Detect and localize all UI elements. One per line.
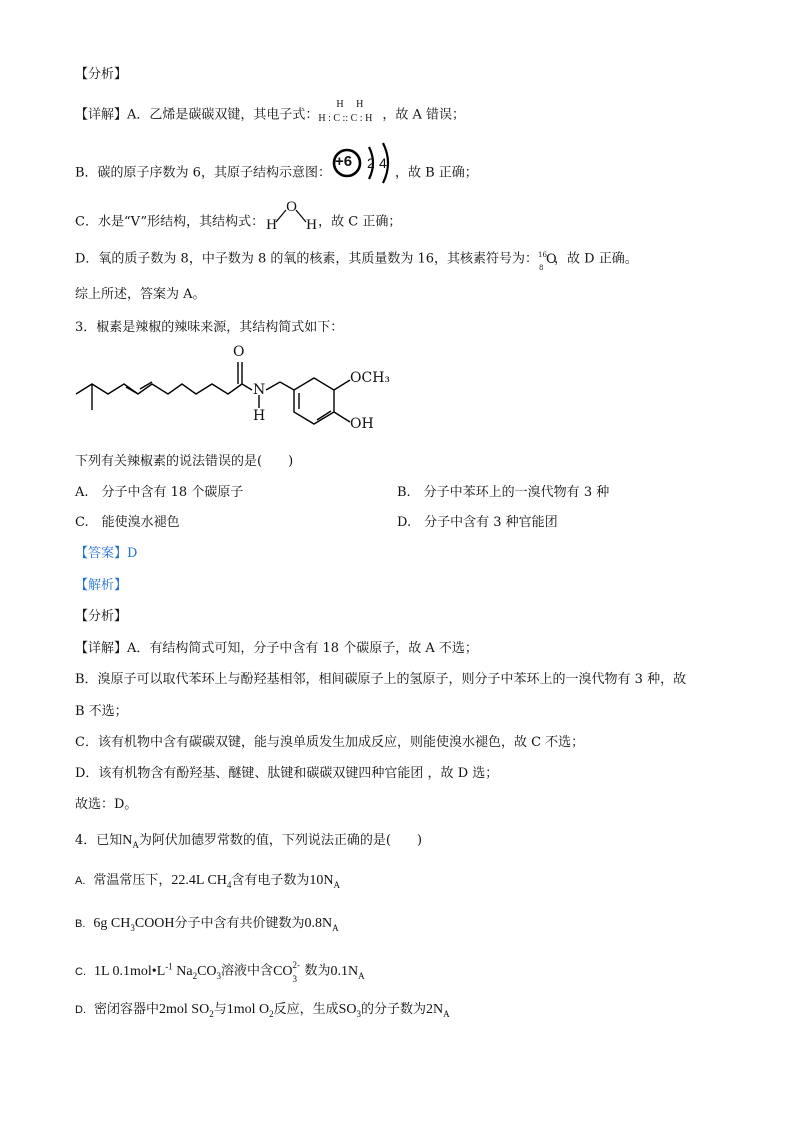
struct-amide-h: H	[253, 408, 266, 424]
option-4c	[75, 957, 365, 984]
option-4d-so3	[339, 1002, 361, 1017]
option-4d-so3-sub: 3	[356, 1008, 362, 1019]
option-4b-ch3: 6g CH	[93, 916, 131, 931]
option-4a-formula1	[171, 873, 231, 888]
option-4b-formula	[93, 916, 174, 931]
option-4c-carbonate-sub: 3	[292, 974, 298, 985]
detail-b-tail: ，故 B 正确；	[394, 165, 478, 181]
carbon-shell-2-label: 4	[378, 155, 387, 171]
option-4c-conc-sup: -1	[165, 961, 173, 971]
question-3-stem: 3．椒素是辣椒的辣味来源，其结构简式如下：	[75, 320, 344, 335]
detail-c-line	[75, 199, 402, 234]
option-4d-so2	[159, 1002, 214, 1017]
option-4d-o2-sub: 2	[269, 1008, 274, 1019]
ethylene-electron-formula	[318, 99, 382, 124]
option-4d-text4: 的分子数为	[361, 1002, 427, 1017]
detail-a-text: 【详解】A．乙烯是碳碳双键，其电子式：	[75, 107, 319, 123]
option-4d-value	[426, 1002, 450, 1017]
option-4d-so2-text: 2mol SO	[159, 1002, 210, 1017]
detail-d-line	[75, 250, 638, 272]
na-letter: N	[122, 833, 133, 848]
option-4a-value-sub: A	[333, 879, 341, 890]
detail-3b-line1: B．溴原子可以取代苯环上与酚羟基相邻，相间碳原子上的氢原子，则分子中苯环上的一溴代物有 3 种，故	[75, 672, 687, 687]
analysis-heading-3: 【分析】	[75, 609, 128, 624]
struct-hydroxyl: OH	[350, 416, 374, 432]
option-4b-value-sub: A	[332, 922, 339, 933]
option-4d-text2: 与	[213, 1002, 227, 1017]
detail-3b-line2: B 不选；	[75, 704, 128, 719]
option-4c-conc	[94, 961, 222, 981]
option-4a-text2: 含有电子数为	[231, 873, 310, 888]
carbon-nucleus-label: +6	[334, 153, 353, 170]
option-4c-na-sub: 2	[192, 970, 198, 981]
option-4d-so3-text: SO	[338, 1002, 357, 1017]
carbon-atom-diagram	[331, 153, 395, 189]
option-4c-value	[331, 964, 365, 979]
detail-a-line	[75, 99, 466, 126]
option-4b	[75, 915, 339, 937]
option-4c-conc-text: 1L 0.1mol•L	[94, 963, 166, 979]
ethylene-formula-text: H : C :: C : H	[318, 113, 373, 124]
option-4d-letter: D.	[75, 1004, 86, 1016]
detail-d-text: D．氧的质子数为 8，中子数为 8 的氧的核素，其质量数为 16，其核素符号为：	[75, 251, 539, 267]
option-4c-text1: 溶液中含	[221, 963, 274, 979]
water-h-right: H	[306, 217, 317, 233]
water-h-left: H	[266, 217, 277, 233]
water-structural-formula	[264, 199, 318, 234]
water-o: O	[286, 199, 297, 215]
option-4a-ch4: 22.4L CH	[171, 873, 227, 888]
option-4c-carbonate	[273, 960, 304, 985]
struct-methoxy: OCH₃	[350, 370, 391, 386]
option-4c-carbonate-co: CO	[273, 963, 293, 979]
option-4d	[75, 1001, 450, 1023]
option-4c-co: CO	[197, 963, 217, 979]
option-4c-co-sub: 3	[216, 970, 222, 981]
option-4d-value-sub: A	[443, 1008, 450, 1019]
option-4d-o2	[227, 1002, 274, 1017]
option-4b-text: 分子中含有共价键数为	[174, 916, 305, 931]
explanation-label: 【解析】	[75, 578, 128, 593]
nuclide-element: O	[546, 252, 557, 267]
option-4c-value-sub: A	[358, 970, 365, 981]
q4-stem-prefix: 4．已知	[75, 833, 123, 848]
carbon-shell-1-label: 2	[366, 155, 375, 171]
option-4d-text3: 反应，生成	[273, 1002, 339, 1017]
option-4a	[75, 872, 340, 894]
option-4d-text1: 密闭容器中	[94, 1002, 160, 1017]
option-4d-value-text: 2N	[426, 1002, 444, 1017]
option-4b-letter: B.	[75, 918, 86, 930]
option-4b-formula2	[305, 916, 339, 931]
detail-3a: 【详解】A．有结构简式可知，分子中含有 18 个碳原子，故 A 不选；	[75, 641, 478, 656]
ethylene-h-top: H H	[336, 99, 369, 110]
option-4a-value: 10N	[309, 873, 334, 888]
detail-c-text: C．水是“V”形结构，其结构式：	[75, 214, 265, 230]
detail-d-tail: ，故 D 正确。	[554, 251, 638, 267]
detail-c-tail: ，故 C 正确；	[318, 214, 402, 230]
detail-b-text: B．碳的原子序数为 6，其原子结构示意图：	[75, 165, 331, 181]
option-4c-carbonate-charge: 2-	[292, 960, 301, 971]
option-3a: A. 分子中含有 18 个碳原子	[75, 485, 244, 500]
detail-a-tail: ，故 A 错误；	[382, 107, 466, 123]
option-4c-text2: 数为	[304, 963, 331, 979]
nuclide-mass-number: 16	[538, 251, 547, 259]
summary-line: 综上所述，答案为 A。	[75, 287, 206, 302]
option-4c-value-text: 0.1N	[330, 963, 359, 979]
option-4b-ch3-sub: 3	[130, 922, 135, 933]
option-4c-letter: C.	[75, 965, 86, 978]
detail-b-line	[75, 155, 478, 191]
capsaicin-structure	[72, 344, 402, 438]
struct-carbonyl-o: O	[233, 344, 245, 360]
option-4d-so2-sub: 2	[209, 1008, 214, 1019]
option-3b: B. 分子中苯环上的一溴代物有 3 种	[397, 485, 610, 500]
q4-stem-suffix: 为阿伏加德罗常数的值，下列说法正确的是( )	[138, 833, 423, 848]
avogadro-symbol	[122, 833, 139, 848]
option-4b-cooh: COOH	[134, 916, 175, 931]
nuclide-atomic-number: 8	[539, 264, 544, 272]
conclusion-3: 故选：D。	[75, 797, 138, 812]
option-4d-o2-text: 1mol O	[226, 1002, 270, 1017]
detail-3c: C．该有机物中含有碳碳双键，能与溴单质发生加成反应，则能使溴水褪色，故 C 不选；	[75, 735, 585, 750]
analysis-heading: 【分析】	[75, 67, 128, 82]
answer-label: 【答案】D	[75, 546, 138, 561]
option-3c: C. 能使溴水褪色	[75, 515, 180, 530]
struct-amide-n: N	[253, 382, 266, 398]
option-4c-na: Na	[176, 963, 193, 979]
option-4a-ch4-sub: 4	[226, 879, 232, 890]
question-3-prompt: 下列有关辣椒素的说法错误的是( )	[75, 454, 294, 469]
option-4a-formula2	[309, 873, 340, 888]
option-4b-value: 0.8N	[304, 916, 333, 931]
detail-3d: D．该有机物含有酚羟基、醚键、肽键和碳碳双键四种官能团 ，故 D 选；	[75, 766, 499, 781]
oxygen-nuclide-symbol	[538, 250, 557, 272]
option-4a-text1: 常温常压下，	[93, 873, 172, 888]
na-subscript: A	[132, 839, 139, 850]
question-4-stem	[75, 832, 422, 854]
option-3d: D. 分子中含有 3 种官能团	[397, 515, 558, 530]
option-4a-letter: A.	[75, 875, 86, 887]
